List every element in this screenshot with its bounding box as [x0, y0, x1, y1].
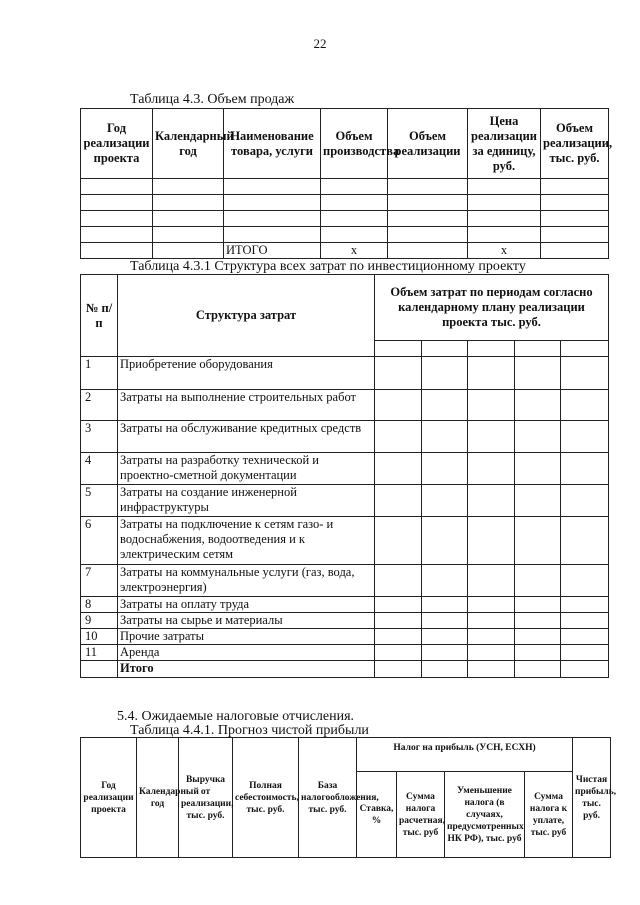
costs-row-label: Прочие затраты	[118, 629, 375, 645]
costs-row-6	[81, 517, 609, 565]
profit-header-base: База налогообложения, тыс. руб.	[299, 738, 357, 858]
costs-row-10	[81, 629, 609, 645]
sales-table	[80, 108, 613, 259]
costs-row-7	[81, 565, 609, 597]
costs-row-num: 7	[81, 565, 118, 597]
profit-header-calendar: Календарный год	[137, 738, 179, 858]
sales-empty-row	[81, 179, 609, 195]
costs-row-num: 5	[81, 485, 118, 517]
sales-header-year: Год реализации проекта	[81, 109, 153, 179]
costs-row-label: Приобретение оборудования	[118, 357, 375, 390]
costs-row-num: 6	[81, 517, 118, 565]
sales-empty-row	[81, 195, 609, 211]
costs-row-label: Затраты на подключение к сетям газо- и водоснабжения, водоотведения и к электрическим сетям	[118, 517, 375, 565]
costs-row-11	[81, 645, 609, 661]
sales-header-row	[81, 109, 609, 179]
sales-header-price: Цена реализации за единицу, руб.	[468, 109, 541, 179]
profit-header-payable: Сумма налога к уплате, тыс. руб	[525, 772, 573, 858]
costs-row-1	[81, 357, 609, 390]
costs-header-row	[81, 275, 609, 341]
costs-row-label: Затраты на обслуживание кредитных средств	[118, 421, 375, 453]
costs-row-num: 1	[81, 357, 118, 390]
profit-header-row	[81, 738, 611, 772]
sales-header-calendar: Календарный год	[153, 109, 224, 179]
sales-empty-row	[81, 211, 609, 227]
sales-empty-row	[81, 227, 609, 243]
costs-row-label: Затраты на разработку технической и проектно-сметной документации	[118, 453, 375, 485]
costs-row-2	[81, 390, 609, 421]
profit-header-year: Год реализации проекта	[81, 738, 137, 858]
sales-header-revenue: Объем реализации, тыс. руб.	[541, 109, 609, 179]
costs-row-num: 8	[81, 597, 118, 613]
profit-header-net: Чистая прибыль, тыс. руб.	[573, 738, 611, 858]
costs-header-num: № п/п	[81, 275, 118, 357]
sales-total-x-price: x	[468, 243, 541, 259]
sales-header-volume: Объем реализации	[388, 109, 468, 179]
costs-row-num: 3	[81, 421, 118, 453]
profit-header-revenue: Выручка от реализации, тыс. руб.	[179, 738, 233, 858]
costs-header-structure: Структура затрат	[118, 275, 375, 357]
costs-row-num: 9	[81, 613, 118, 629]
costs-row-label: Аренда	[118, 645, 375, 661]
costs-row-label: Затраты на создание инженерной инфраструктуры	[118, 485, 375, 517]
sales-header-production: Объем производства	[321, 109, 388, 179]
profit-header-cost: Полная себестоимость, тыс. руб.	[233, 738, 299, 858]
costs-table	[80, 274, 609, 678]
costs-total-row	[81, 661, 609, 678]
costs-row-num: 10	[81, 629, 118, 645]
costs-row-8	[81, 597, 609, 613]
costs-row-num: 11	[81, 645, 118, 661]
costs-row-label: Затраты на выполнение строительных работ	[118, 390, 375, 421]
costs-table-caption: Таблица 4.3.1 Структура всех затрат по инвестиционному проекту	[130, 259, 526, 274]
costs-row-label: Затраты на оплату труда	[118, 597, 375, 613]
sales-table-caption: Таблица 4.3. Объем продаж	[130, 92, 295, 107]
costs-row-9	[81, 613, 609, 629]
profit-header-rate: Ставка, %	[357, 772, 397, 858]
section-title: 5.4. Ожидаемые налоговые отчисления.	[117, 709, 355, 724]
sales-total-label: ИТОГО	[224, 243, 321, 259]
costs-row-num: 2	[81, 390, 118, 421]
page-number: 22	[313, 36, 327, 51]
profit-table	[80, 737, 617, 858]
sales-header-product: Наименование товара, услуги	[224, 109, 321, 179]
costs-row-num: 4	[81, 453, 118, 485]
costs-header-periods: Объем затрат по периодам согласно календарному плану реализации проекта тыс. руб.	[375, 275, 609, 341]
profit-header-tax-group: Налог на прибыль (УСН, ЕСХН)	[357, 738, 573, 772]
sales-total-x-production: x	[321, 243, 388, 259]
costs-row-label: Затраты на сырье и материалы	[118, 613, 375, 629]
costs-row-4	[81, 453, 609, 485]
profit-table-caption: Таблица 4.4.1. Прогноз чистой прибыли	[130, 723, 369, 738]
profit-header-reduction: Уменьшение налога (в случаях, предусмотренных НК РФ), тыс. руб	[445, 772, 525, 858]
profit-header-calc: Сумма налога расчетная, тыс. руб	[397, 772, 445, 858]
costs-row-5	[81, 485, 609, 517]
costs-total-label: Итого	[118, 661, 375, 678]
costs-row-3	[81, 421, 609, 453]
costs-row-label: Затраты на коммунальные услуги (газ, вода, электроэнергия)	[118, 565, 375, 597]
sales-total-row	[81, 243, 609, 259]
